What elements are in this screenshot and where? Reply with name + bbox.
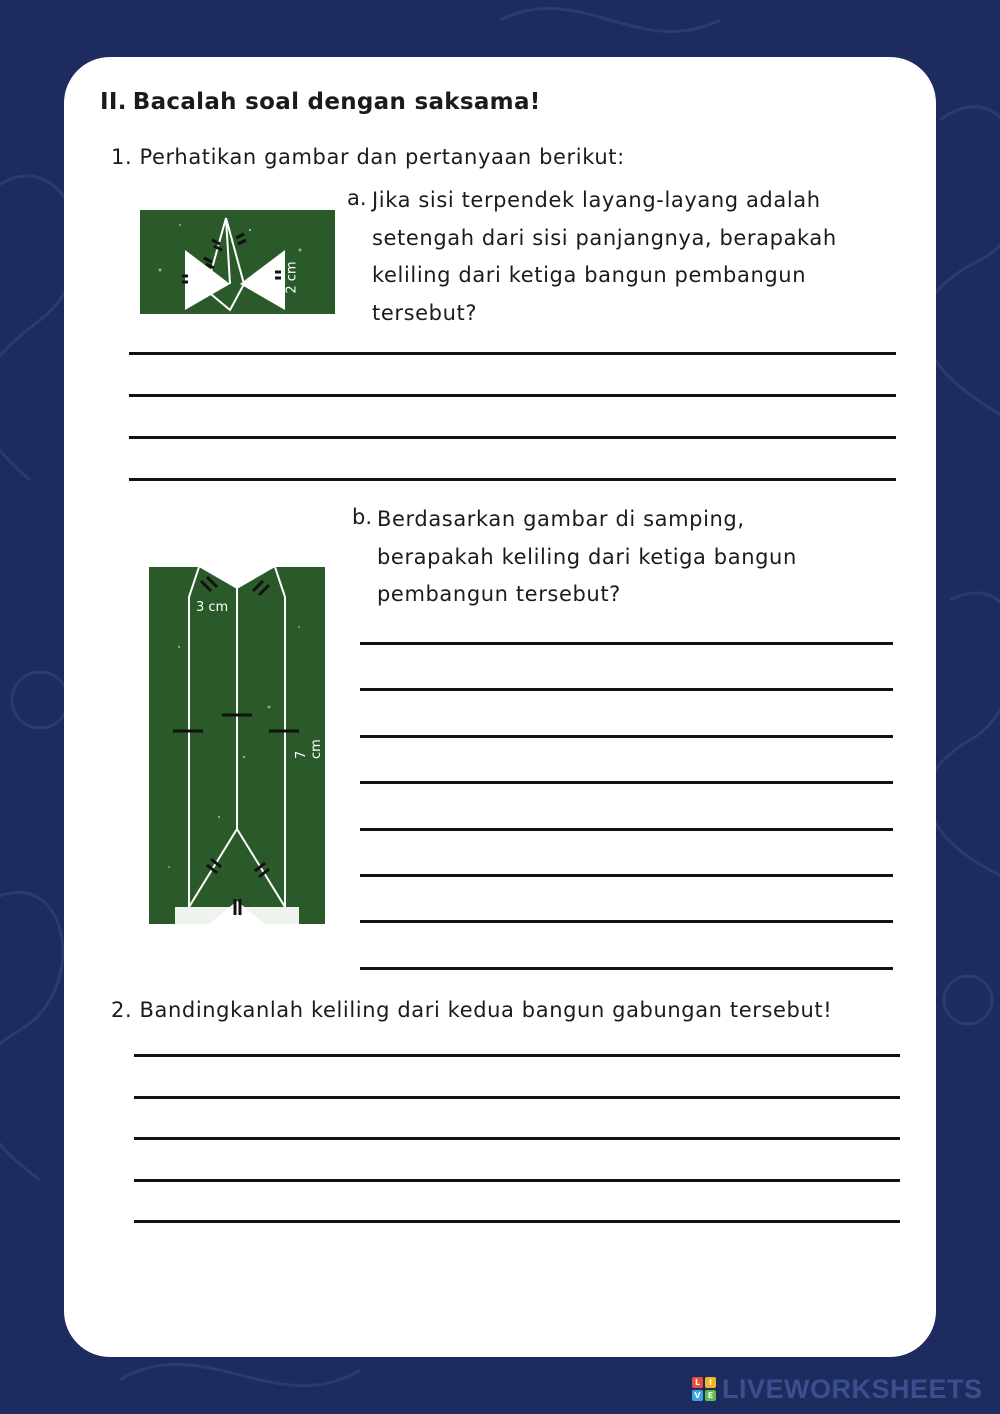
- section-number: II.: [100, 89, 127, 115]
- figure-b-side-label: 7 cm: [294, 739, 324, 759]
- question-1a-line: setengah dari sisi panjangnya, berapakah: [372, 225, 837, 250]
- section-title: Bacalah soal dengan saksama!: [132, 89, 541, 115]
- answer-line[interactable]: [129, 394, 896, 397]
- section-heading: [100, 89, 541, 115]
- answer-line[interactable]: [360, 688, 893, 691]
- question-2-text: 2. Bandingkanlah keliling dari kedua bangun gabungan tersebut!: [111, 998, 833, 1022]
- question-1a-label: a.: [347, 186, 367, 210]
- logo-letter: V: [692, 1390, 703, 1401]
- question-1a-line: Jika sisi terpendek layang-layang adalah: [372, 188, 821, 212]
- brand-text: LIVEWORKSHEETS: [722, 1373, 983, 1404]
- question-1b-line: pembangun tersebut?: [377, 582, 621, 606]
- figure-a: [140, 210, 335, 314]
- question-1b-text: [377, 501, 797, 614]
- answer-line[interactable]: [360, 828, 893, 831]
- question-1b-label: b.: [352, 505, 373, 529]
- answer-line[interactable]: [360, 967, 893, 970]
- answer-line[interactable]: [134, 1220, 900, 1223]
- answer-line[interactable]: [360, 735, 893, 738]
- answer-line[interactable]: [360, 642, 893, 645]
- logo-letter: E: [705, 1390, 716, 1401]
- answer-line[interactable]: [134, 1137, 900, 1140]
- answer-line[interactable]: [134, 1096, 900, 1099]
- logo-letter: I: [705, 1377, 716, 1388]
- question-1b-line: Berdasarkan gambar di samping,: [377, 507, 745, 531]
- answer-line[interactable]: [129, 478, 896, 481]
- question-1b-line: berapakah keliling dari ketiga bangun: [377, 544, 797, 569]
- answer-line[interactable]: [360, 874, 893, 877]
- figure-b-top-label: 3 cm: [196, 600, 229, 615]
- answer-line[interactable]: [134, 1054, 900, 1057]
- logo-icon: [692, 1377, 716, 1401]
- answer-line[interactable]: [129, 352, 896, 355]
- logo-letter: L: [692, 1377, 703, 1388]
- answer-line[interactable]: [134, 1179, 900, 1182]
- question-1a-line: tersebut?: [372, 300, 478, 325]
- liveworksheets-logo: [692, 1373, 983, 1404]
- figure-a-shapes: [140, 210, 335, 314]
- answer-line[interactable]: [360, 781, 893, 784]
- answer-line[interactable]: [129, 436, 896, 439]
- figure-a-side-label: 2 cm: [284, 261, 300, 294]
- question-1-intro: 1. Perhatikan gambar dan pertanyaan berikut:: [111, 145, 625, 169]
- answer-line[interactable]: [360, 920, 893, 923]
- question-1a-text: [372, 182, 837, 332]
- question-1a-line: keliling dari ketiga bangun pembangun: [372, 263, 807, 287]
- figure-b: [149, 567, 325, 924]
